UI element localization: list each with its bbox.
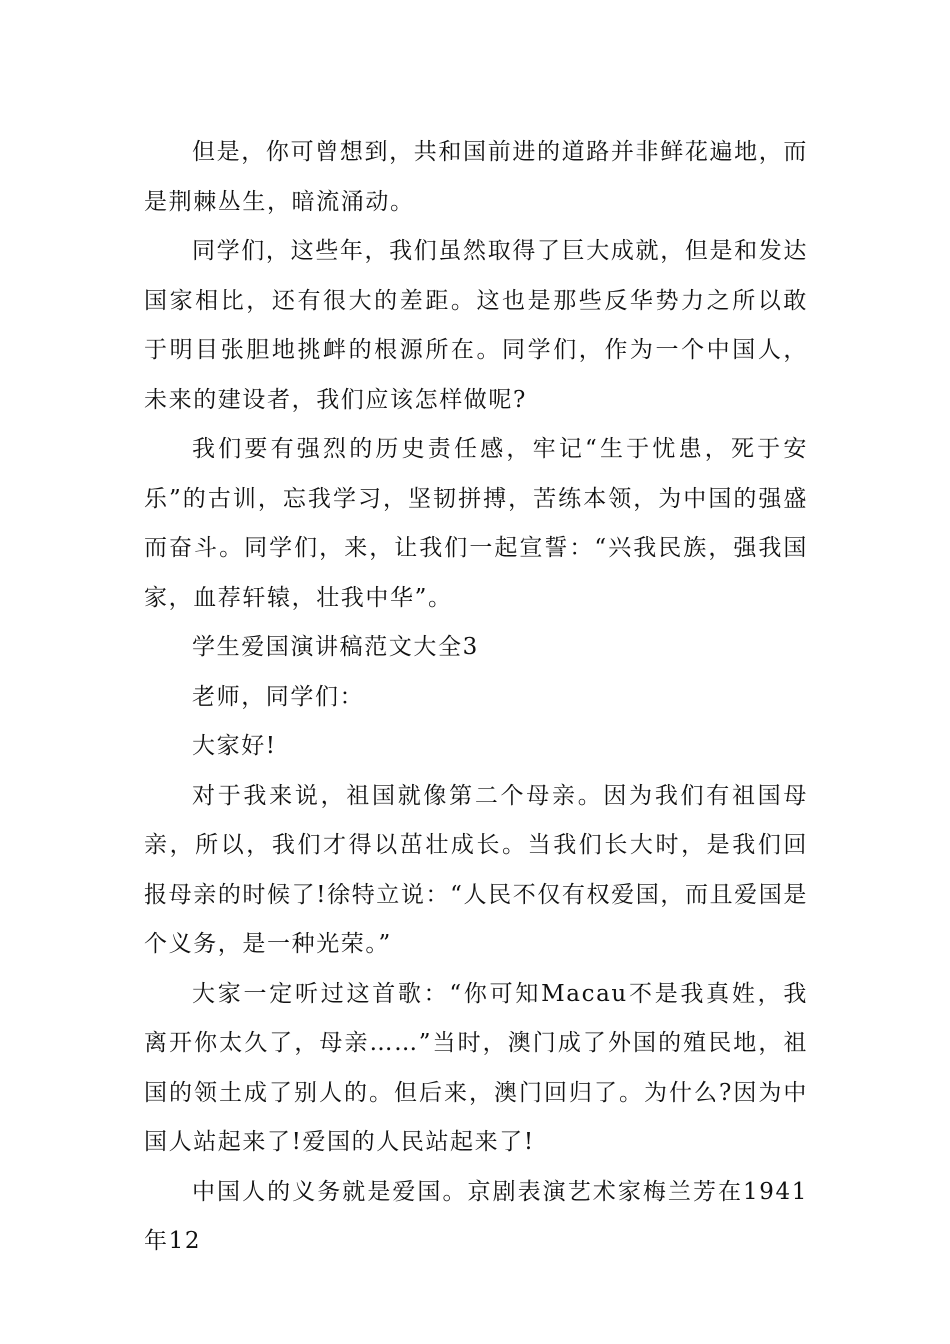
- paragraph: 大家一定听过这首歌：“你可知Macau不是我真姓，我离开你太久了，母亲……”当时，澳门成了外国的殖民地，祖国的领土成了别人的。但后来，澳门回归了。为什么?因为中国人站起来了!爱国的人民站起来了!: [144, 980, 808, 1155]
- section-heading: 学生爱国演讲稿范文大全3: [192, 634, 479, 660]
- paragraph: 同学们，这些年，我们虽然取得了巨大成就，但是和发达国家相比，还有很大的差距。这也是那些反华势力之所以敢于明目张胆地挑衅的根源所在。同学们，作为一个中国人，未来的建设者，我们应该怎样做呢?: [144, 238, 808, 413]
- paragraph: 但是，你可曾想到，共和国前进的道路并非鲜花遍地，而是荆棘丛生，暗流涌动。: [144, 139, 808, 215]
- paragraph: 我们要有强烈的历史责任感，牢记“生于忧患，死于安乐”的古训，忘我学习，坚韧拼搏，苦练本领，为中国的强盛而奋斗。同学们，来，让我们一起宣誓：“兴我民族，强我国家，血荐轩辕，壮我中华”。: [144, 436, 808, 611]
- salutation: 老师，同学们：: [192, 683, 365, 710]
- paragraph: 对于我来说，祖国就像第二个母亲。因为我们有祖国母亲，所以，我们才得以茁壮成长。当我们长大时，是我们回报母亲的时候了!徐特立说：“人民不仅有权爱国，而且爱国是个义务，是一种光荣。”: [144, 782, 808, 957]
- document-body: [144, 128, 808, 1267]
- paragraph: 中国人的义务就是爱国。京剧表演艺术家梅兰芳在1941年12: [144, 1178, 808, 1254]
- greeting: 大家好!: [192, 733, 277, 759]
